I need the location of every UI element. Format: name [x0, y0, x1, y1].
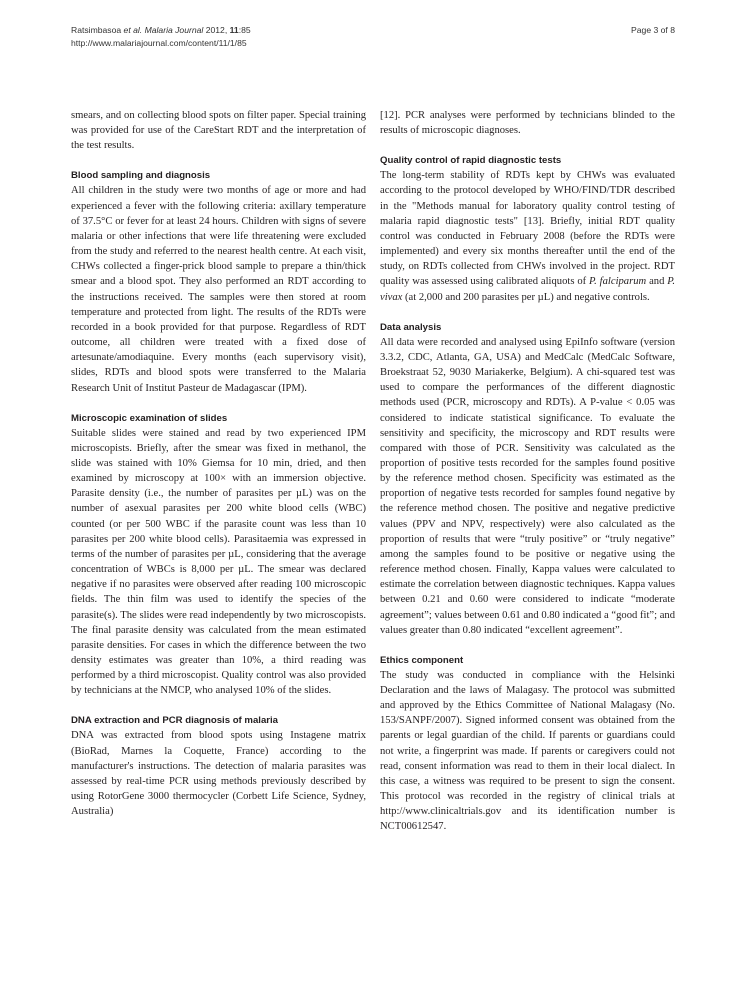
left-column [71, 108, 366, 819]
citation-line [71, 24, 251, 37]
section-heading-dna: DNA extraction and PCR diagnosis of malaria [71, 715, 279, 727]
section-heading-microscopic: Microscopic examination of slides [71, 412, 228, 424]
citation-etal: et al. [123, 25, 143, 35]
citation-year: 2012, [203, 25, 230, 35]
species-vivax: P. vivax [380, 276, 676, 303]
data-analysis-paragraph: All data were recorded and analysed using EpiInfo software (version 3.3.2, CDC, Atlanta, GA, USA) and MedCalc (MedCalc Software, Broekstraat 52, 9030 Mariakerke, Belgium). A chi-squared test was used to compare the performances of the different diagnostic methods used (PCR, microscopy and RDTs). A P-value < 0.05 was considered to indicate statistical significance. To evaluate the sensitivity and specificity, the microscopy and RDT results were compared with those of PCR. Sensitivity was calculated as the proportion of positive tests recorded for the samples found positive by the reference method chosen. Specificity was estimated as the proportion of negative tests recorded for samples found negative by the reference method chosen. The positive and negative predictive values (PPV and NPV, respectively) were also calculated as the proportion of results that were “truly positive” or “truly negative” among the samples found to be positive or negative using the reference method chosen. Finally, Kappa values were calculated to estimate the correlation between diagnostic techniques. Kappa values between 0.21 and 0.60 were considered to indicate “moderate agreement”; values between 0.61 and 0.80 indicated a “good fit”; and values greater than 0.80 indicated “excellent agreement”. [380, 336, 675, 636]
section-heading-data-analysis: Data analysis [380, 321, 442, 333]
microscopic-paragraph: Suitable slides were stained and read by two experienced IPM microscopists. Briefly, after the smear was fixed in methanol, the slide was stained with 10% Giemsa for 10 min, dried, and then examined by microscopy at 100× with an immersion objective. Parasite density (i.e., the number of parasites per µL) was on the number of asexual parasites per 200 white blood cells (WBC) counted (or per 500 WBC if the parasite count was less than 10 parasites per 200 white blood cells). Parasitaemia was expressed in terms of the number of parasites per µL, considering that the average concentration of WBCs is 8,000 per µL. The smear was declared negative if no parasites were observed after reading 100 microscopic fields. The thin film was used to identify the species of the parasite(s). The slides were read independently by two microscopists. The final parasite density was calculated from the mean estimated parasite densities. For cases in which the difference between the two density estimates was greater than 10%, a third reading was performed by a third microscopist. Quality control was also provided by technicians at the NMCP, who analysed 10% of the slides. [71, 427, 366, 697]
right-intro-paragraph: [12]. PCR analyses were performed by technicians blinded to the results of microscopic diagnoses. [380, 110, 675, 137]
quality-control-paragraph [380, 168, 675, 304]
section-heading-ethics: Ethics component [380, 654, 464, 666]
right-column [380, 108, 675, 835]
section-heading-blood-sampling: Blood sampling and diagnosis [71, 170, 211, 182]
quality-text-1: The long-term stability of RDTs kept by CHWs was evaluated according to the protocol developed by WHO/FIND/TDR described in the "Methods manual for laboratory quality control testing of malaria rapid diagnostic tests" [13]. Briefly, initial RDT quality control was conducted in February 2008 (before the RDTs were implemented) and every six months thereafter until the end of the study, on RDTs collected from CHWs involved in the project. RDT quality was assessed using calibrated aliquots of [380, 170, 675, 288]
blood-sampling-paragraph: All children in the study were two months of age or more and had experienced a fever with the following criteria: axillary temperature of 37.5°C or fever for at least 24 hours. Children with signs of severe malaria or other infections that were life threatening were excluded from the study and referred to the nearest health centre. At each visit, CHWs collected a finger-prick blood sample to prepare a thin/thick smear and a blood spot. They also performed an RDT according to the instructions received. The samples were then stored at room temperature and protected from light. The results of the RDTs were recorded in a book provided for that purpose. Regardless of RDT outcome, all children were treated with a fixed dose of artesunate/amodiaquine. Every months (each supervisory visit), slides, RDTs and blood spots were transferred to the Malaria Research Unit of Institut Pasteur de Madagascar (IPM). [71, 185, 366, 394]
page-number: Page 3 of 8 [631, 25, 675, 35]
quality-text-2: and [646, 276, 668, 288]
citation-authors: Ratsimbasoa [71, 25, 124, 35]
quality-text-3: (at 2,000 and 200 parasites per µL) and negative controls. [402, 291, 650, 303]
running-header-citation [71, 24, 251, 50]
ethics-paragraph: The study was conducted in compliance with the Helsinki Declaration and the laws of Malagasy. The protocol was submitted and approved by the Ethics Committee of National Malagasy (No. 153/SANPF/2007). Signed informed consent was obtained from the parents or legal guardian of the child. If parents or guardians could not write, a fingerprint was made. If parents or caregivers could not read, consent information was read to them in their local dialect. In this case, a witness was required to be present to sign the consent. This protocol was recorded in the registry of clinical trials at http://www.clinicaltrials.gov and its identification number is NCT00612547. [380, 669, 675, 833]
species-falciparum: P. falciparum [589, 276, 647, 288]
left-intro-paragraph: smears, and on collecting blood spots on filter paper. Special training was provided for use of the CareStart RDT and the interpretation of the test results. [71, 110, 366, 152]
dna-paragraph: DNA was extracted from blood spots using Instagene matrix (BioRad, Marnes la Coquette, France) according to the manufacturer's instructions. The detection of malaria parasites was assessed by real-time PCR using methods previously described by using RotorGene 3000 thermocycler (Corbett Life Science, Sydney, Australia) [71, 730, 366, 818]
citation-volume: 11 [229, 25, 239, 35]
citation-page: :85 [238, 25, 251, 35]
section-heading-quality-control: Quality control of rapid diagnostic tests [380, 155, 562, 167]
citation-journal: Malaria Journal [142, 25, 204, 35]
article-url[interactable]: http://www.malariajournal.com/content/11/1/85 [71, 38, 247, 48]
